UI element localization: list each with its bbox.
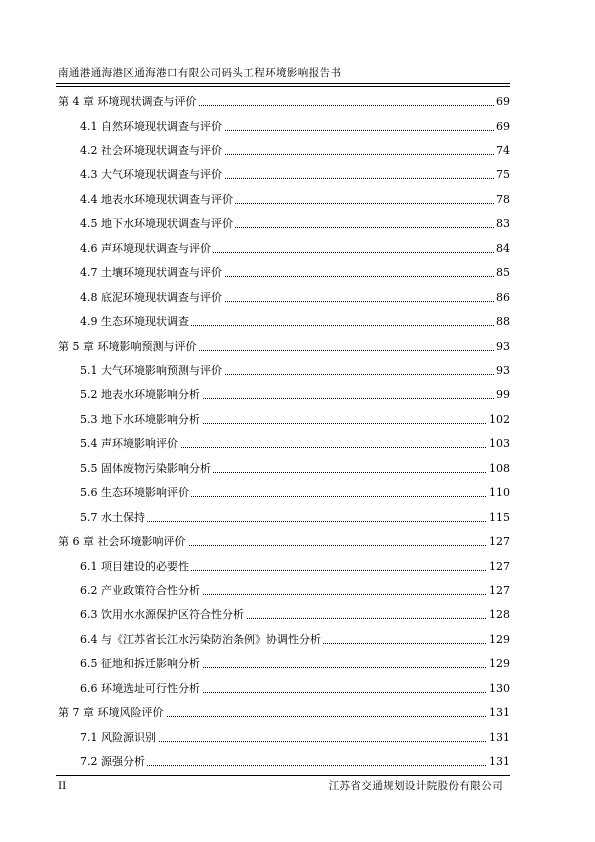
toc-entry-title: 6.6 环境选址可行性分析 (80, 681, 200, 695)
toc-entry-title: 7.1 风险源识别 (80, 730, 156, 744)
toc-section-entry[interactable] (0, 461, 595, 477)
toc-section-entry[interactable] (0, 216, 595, 232)
toc-section-entry[interactable] (0, 265, 595, 281)
toc-entry-title: 5.6 生态环境影响评价 (80, 486, 189, 500)
toc-page-number: 78 (496, 192, 510, 206)
footer-page-number: II (58, 780, 67, 792)
toc-page-number: 85 (496, 266, 510, 280)
toc-entry-title: 4.3 大气环境现状调查与评价 (80, 168, 222, 182)
toc-section-entry[interactable] (0, 436, 595, 452)
toc-page-number: 84 (496, 241, 510, 255)
toc-entry-title: 第 7 章 环境风险评价 (58, 706, 164, 720)
toc-entry-title: 4.2 社会环境现状调查与评价 (80, 143, 222, 157)
header-rule-top (56, 83, 510, 84)
toc-chapter-entry[interactable] (0, 94, 595, 110)
toc-entry-title: 4.8 底泥环境现状调查与评价 (80, 290, 222, 304)
toc-entry-title: 6.2 产业政策符合性分析 (80, 584, 200, 597)
toc-entry-title: 6.4 与《江苏省长江水污染防治条例》协调性分析 (80, 632, 321, 646)
toc-page-number: 127 (489, 584, 510, 597)
toc-page-number: 88 (496, 315, 510, 328)
toc-section-entry[interactable] (0, 363, 595, 379)
toc-section-entry[interactable] (0, 387, 595, 403)
toc-section-entry[interactable] (0, 559, 595, 575)
toc-page-number: 131 (489, 730, 510, 744)
toc-entry-title: 7.2 源强分析 (80, 755, 145, 769)
toc-section-entry[interactable] (0, 143, 595, 159)
toc-entry-title: 4.4 地表水环境现状调查与评价 (80, 192, 233, 206)
toc-entry-title: 5.7 水土保持 (80, 510, 145, 524)
toc-page-number: 103 (489, 437, 510, 451)
footer-rule (56, 775, 510, 776)
toc-page-number: 69 (496, 95, 510, 108)
header-rule-bottom (56, 86, 510, 87)
toc-page-number: 102 (489, 412, 510, 426)
toc-page-number: 129 (489, 632, 510, 646)
toc-page-number: 110 (489, 486, 510, 500)
toc-page-number: 75 (496, 168, 510, 182)
toc-entry-title: 4.7 土壤环境现状调查与评价 (80, 266, 222, 280)
toc-entry-title: 6.3 饮用水水源保护区符合性分析 (80, 608, 244, 622)
toc-entry-title: 4.9 生态环境现状调查 (80, 315, 189, 328)
toc-entry-title: 第 5 章 环境影响预测与评价 (58, 339, 197, 353)
toc-section-entry[interactable] (0, 632, 595, 648)
toc-section-entry[interactable] (0, 241, 595, 257)
toc-page-number: 129 (489, 657, 510, 671)
toc-section-entry[interactable] (0, 730, 595, 746)
toc-entry-title: 第 6 章 社会环境影响评价 (58, 535, 186, 549)
toc-entry-title: 5.2 地表水环境影响分析 (80, 388, 200, 402)
toc-page-number: 131 (489, 706, 510, 720)
toc-section-entry[interactable] (0, 485, 595, 501)
toc-page-number: 108 (489, 461, 510, 475)
toc-entry-title: 5.5 固体废物污染影响分析 (80, 461, 211, 475)
report-header-title: 南通港通海港区通海港口有限公司码头工程环境影响报告书 (58, 67, 342, 79)
toc-page-number: 128 (489, 608, 510, 622)
toc-page-number: 131 (489, 755, 510, 769)
toc-page-number: 130 (489, 681, 510, 695)
toc-page-number: 127 (489, 559, 510, 573)
toc-chapter-entry[interactable] (0, 339, 595, 355)
toc-section-entry[interactable] (0, 681, 595, 697)
toc-chapter-entry[interactable] (0, 534, 595, 550)
toc-entry-title: 第 4 章 环境现状调查与评价 (58, 95, 197, 108)
toc-entry-title: 4.6 声环境现状调查与评价 (80, 241, 211, 255)
toc-section-entry[interactable] (0, 290, 595, 306)
toc-section-entry[interactable] (0, 119, 595, 135)
toc-page-number: 74 (496, 143, 510, 157)
toc-page-number: 69 (496, 119, 510, 133)
toc-page-number: 127 (489, 535, 510, 549)
toc-section-entry[interactable] (0, 607, 595, 623)
toc-section-entry[interactable] (0, 314, 595, 330)
toc-section-entry[interactable] (0, 192, 595, 208)
toc-section-entry[interactable] (0, 510, 595, 526)
toc-entry-title: 6.5 征地和拆迁影响分析 (80, 657, 200, 671)
toc-section-entry[interactable] (0, 167, 595, 183)
toc-entry-title: 5.4 声环境影响评价 (80, 437, 178, 451)
toc-page-number: 93 (496, 339, 510, 353)
footer-organization: 江苏省交通规划设计院股份有限公司 (328, 780, 503, 792)
toc-entry-title: 5.1 大气环境影响预测与评价 (80, 363, 222, 377)
toc-page-number: 86 (496, 290, 510, 304)
toc-entry-title: 4.1 自然环境现状调查与评价 (80, 119, 222, 133)
toc-page-number: 99 (496, 388, 510, 402)
toc-entry-title: 5.3 地下水环境影响分析 (80, 412, 200, 426)
toc-page-number: 83 (496, 217, 510, 231)
toc-section-entry[interactable] (0, 754, 595, 770)
toc-section-entry[interactable] (0, 656, 595, 672)
toc-entry-title: 4.5 地下水环境现状调查与评价 (80, 217, 233, 231)
toc-section-entry[interactable] (0, 583, 595, 599)
toc-entry-title: 6.1 项目建设的必要性 (80, 559, 189, 573)
toc-page-number: 115 (489, 510, 510, 524)
toc-page-number: 93 (496, 363, 510, 377)
toc-section-entry[interactable] (0, 412, 595, 428)
toc-chapter-entry[interactable] (0, 705, 595, 721)
